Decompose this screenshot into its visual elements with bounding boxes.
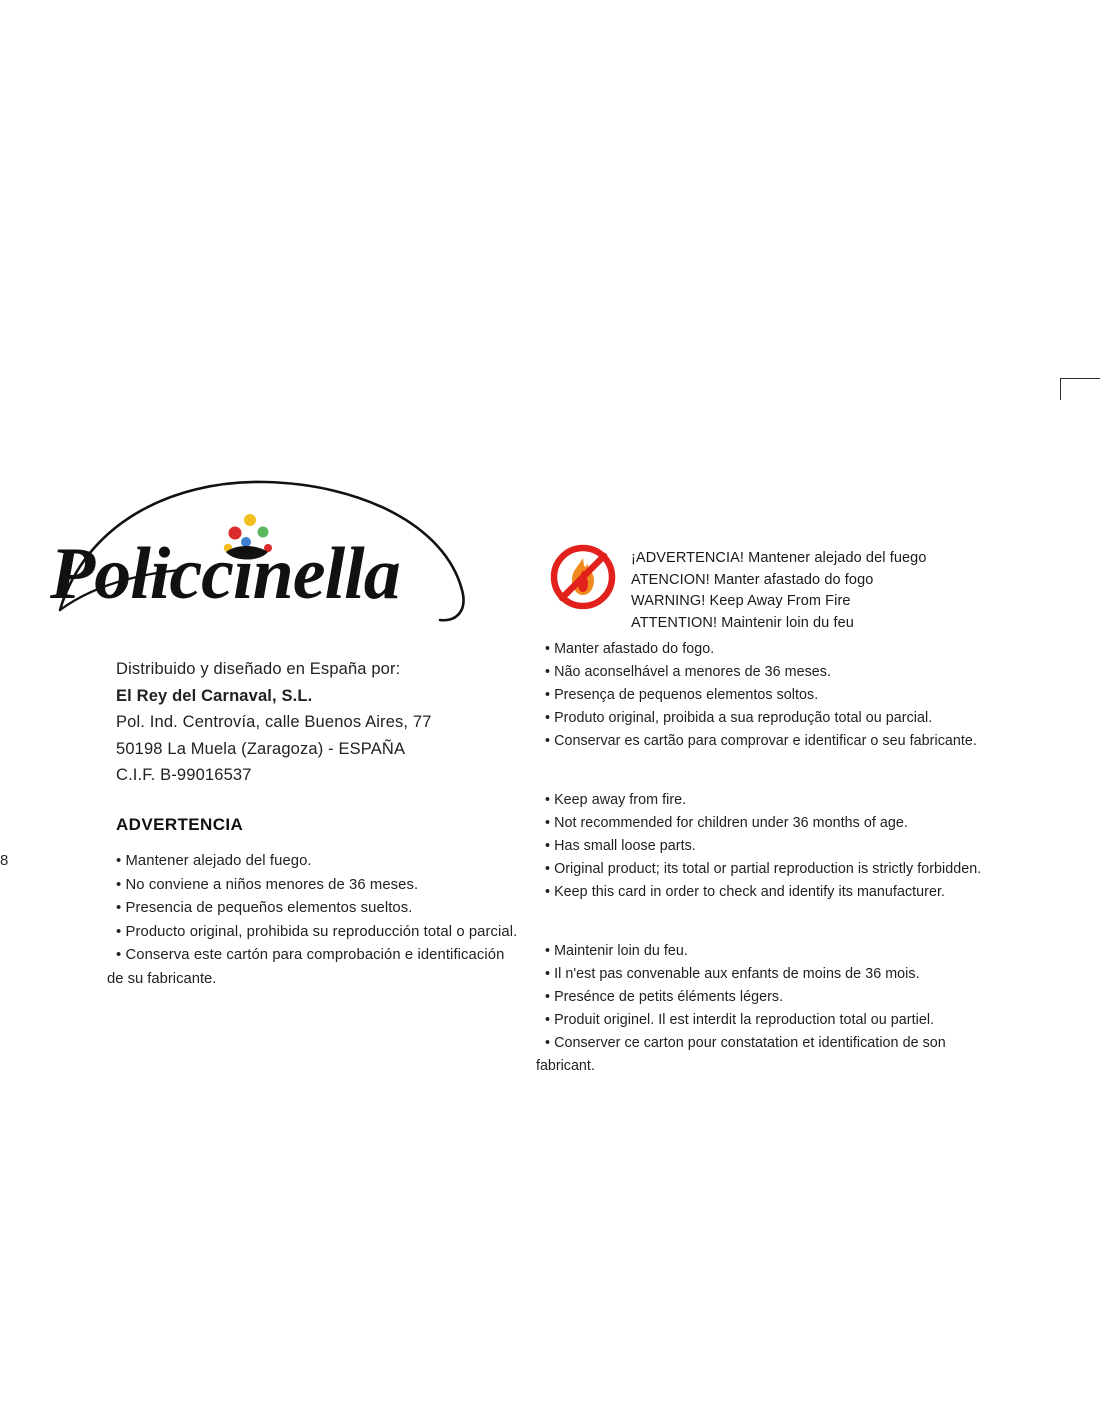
french-warning-list: [536, 940, 1015, 1078]
list-item: • Conservar es cartão para comprovar e identificar o seu fabricante.: [545, 733, 977, 749]
svg-text:Policcinella: Policcinella: [50, 533, 400, 615]
list-item: • Não aconselhável a menores de 36 meses.: [545, 664, 832, 680]
list-item: • Maintenir loin du feu.: [545, 943, 688, 959]
left-column: [50, 470, 520, 987]
crop-mark-vertical-icon: [1060, 378, 1061, 400]
warning-header-text: [631, 548, 1021, 634]
list-item: • Presénce de petits éléments légers.: [545, 989, 784, 1005]
distributor-company: El Rey del Carnaval, S.L.: [116, 686, 313, 705]
list-item: • Presença de pequenos elementos soltos.: [545, 687, 819, 703]
list-item: • Conserva este cartón para comprobación e identificación: [116, 947, 505, 963]
warning-line-fr: ATTENTION! Maintenir loin du feu: [631, 614, 854, 631]
list-item: • Produto original, proibida a sua reprodução total ou parcial.: [545, 710, 933, 726]
list-item: • Il n'est pas convenable aux enfants de moins de 36 mois.: [545, 966, 920, 982]
list-item: • Keep away from fire.: [545, 792, 687, 808]
no-fire-icon: [550, 544, 616, 610]
spanish-warning-title: ADVERTENCIA: [116, 815, 244, 834]
distributor-address-line-2: 50198 La Muela (Zaragoza) - ESPAÑA: [116, 739, 406, 758]
spacer: [545, 904, 1015, 918]
spanish-warning-list: [107, 850, 536, 991]
list-item-continuation: fabricant.: [536, 1058, 595, 1074]
spacer: [545, 753, 1015, 767]
list-item: • Manter afastado do fogo.: [545, 641, 715, 657]
warning-line-en: WARNING! Keep Away From Fire: [631, 593, 851, 609]
page-number: 8: [0, 852, 9, 869]
portuguese-warning-list: [545, 638, 1015, 753]
crop-mark-icon: [1060, 378, 1100, 379]
list-item: • No conviene a niños menores de 36 meses.: [116, 876, 419, 893]
right-column: [536, 540, 1015, 1078]
list-item: • Produit originel. Il est interdit la reproduction total ou partiel.: [545, 1012, 935, 1028]
list-item: • Keep this card in order to check and identify its manufacturer.: [545, 884, 946, 900]
distributor-block: [116, 656, 526, 789]
list-item: • Producto original, prohibida su reproducción total o parcial.: [116, 923, 518, 940]
warning-line-es: ¡ADVERTENCIA! Mantener alejado del fuego: [631, 550, 927, 566]
list-item: • Presencia de pequeños elementos sueltos.: [116, 900, 413, 916]
list-item: • Mantener alejado del fuego.: [116, 853, 312, 869]
distributor-intro: Distribuido y diseñado en España por:: [116, 660, 401, 678]
warning-line-pt: ATENCION! Manter afastado do fogo: [631, 571, 874, 588]
list-item: • Has small loose parts.: [545, 838, 696, 854]
multilingual-warning-header: [545, 540, 1015, 631]
list-item: • Original product; its total or partial reproduction is strictly forbidden.: [545, 861, 982, 877]
english-warning-list: [545, 789, 1015, 904]
brand-logo: [50, 470, 480, 625]
list-item: • Conserver ce carton pour constatation et identification de son: [545, 1035, 946, 1051]
distributor-cif: C.I.F. B-99016537: [116, 766, 252, 784]
list-item: • Not recommended for children under 36 months of age.: [545, 815, 908, 831]
list-item-continuation: de su fabricante.: [107, 970, 217, 987]
distributor-address-line-1: Pol. Ind. Centrovía, calle Buenos Aires, 77: [116, 713, 432, 731]
policcinella-logo-icon: [50, 470, 480, 625]
